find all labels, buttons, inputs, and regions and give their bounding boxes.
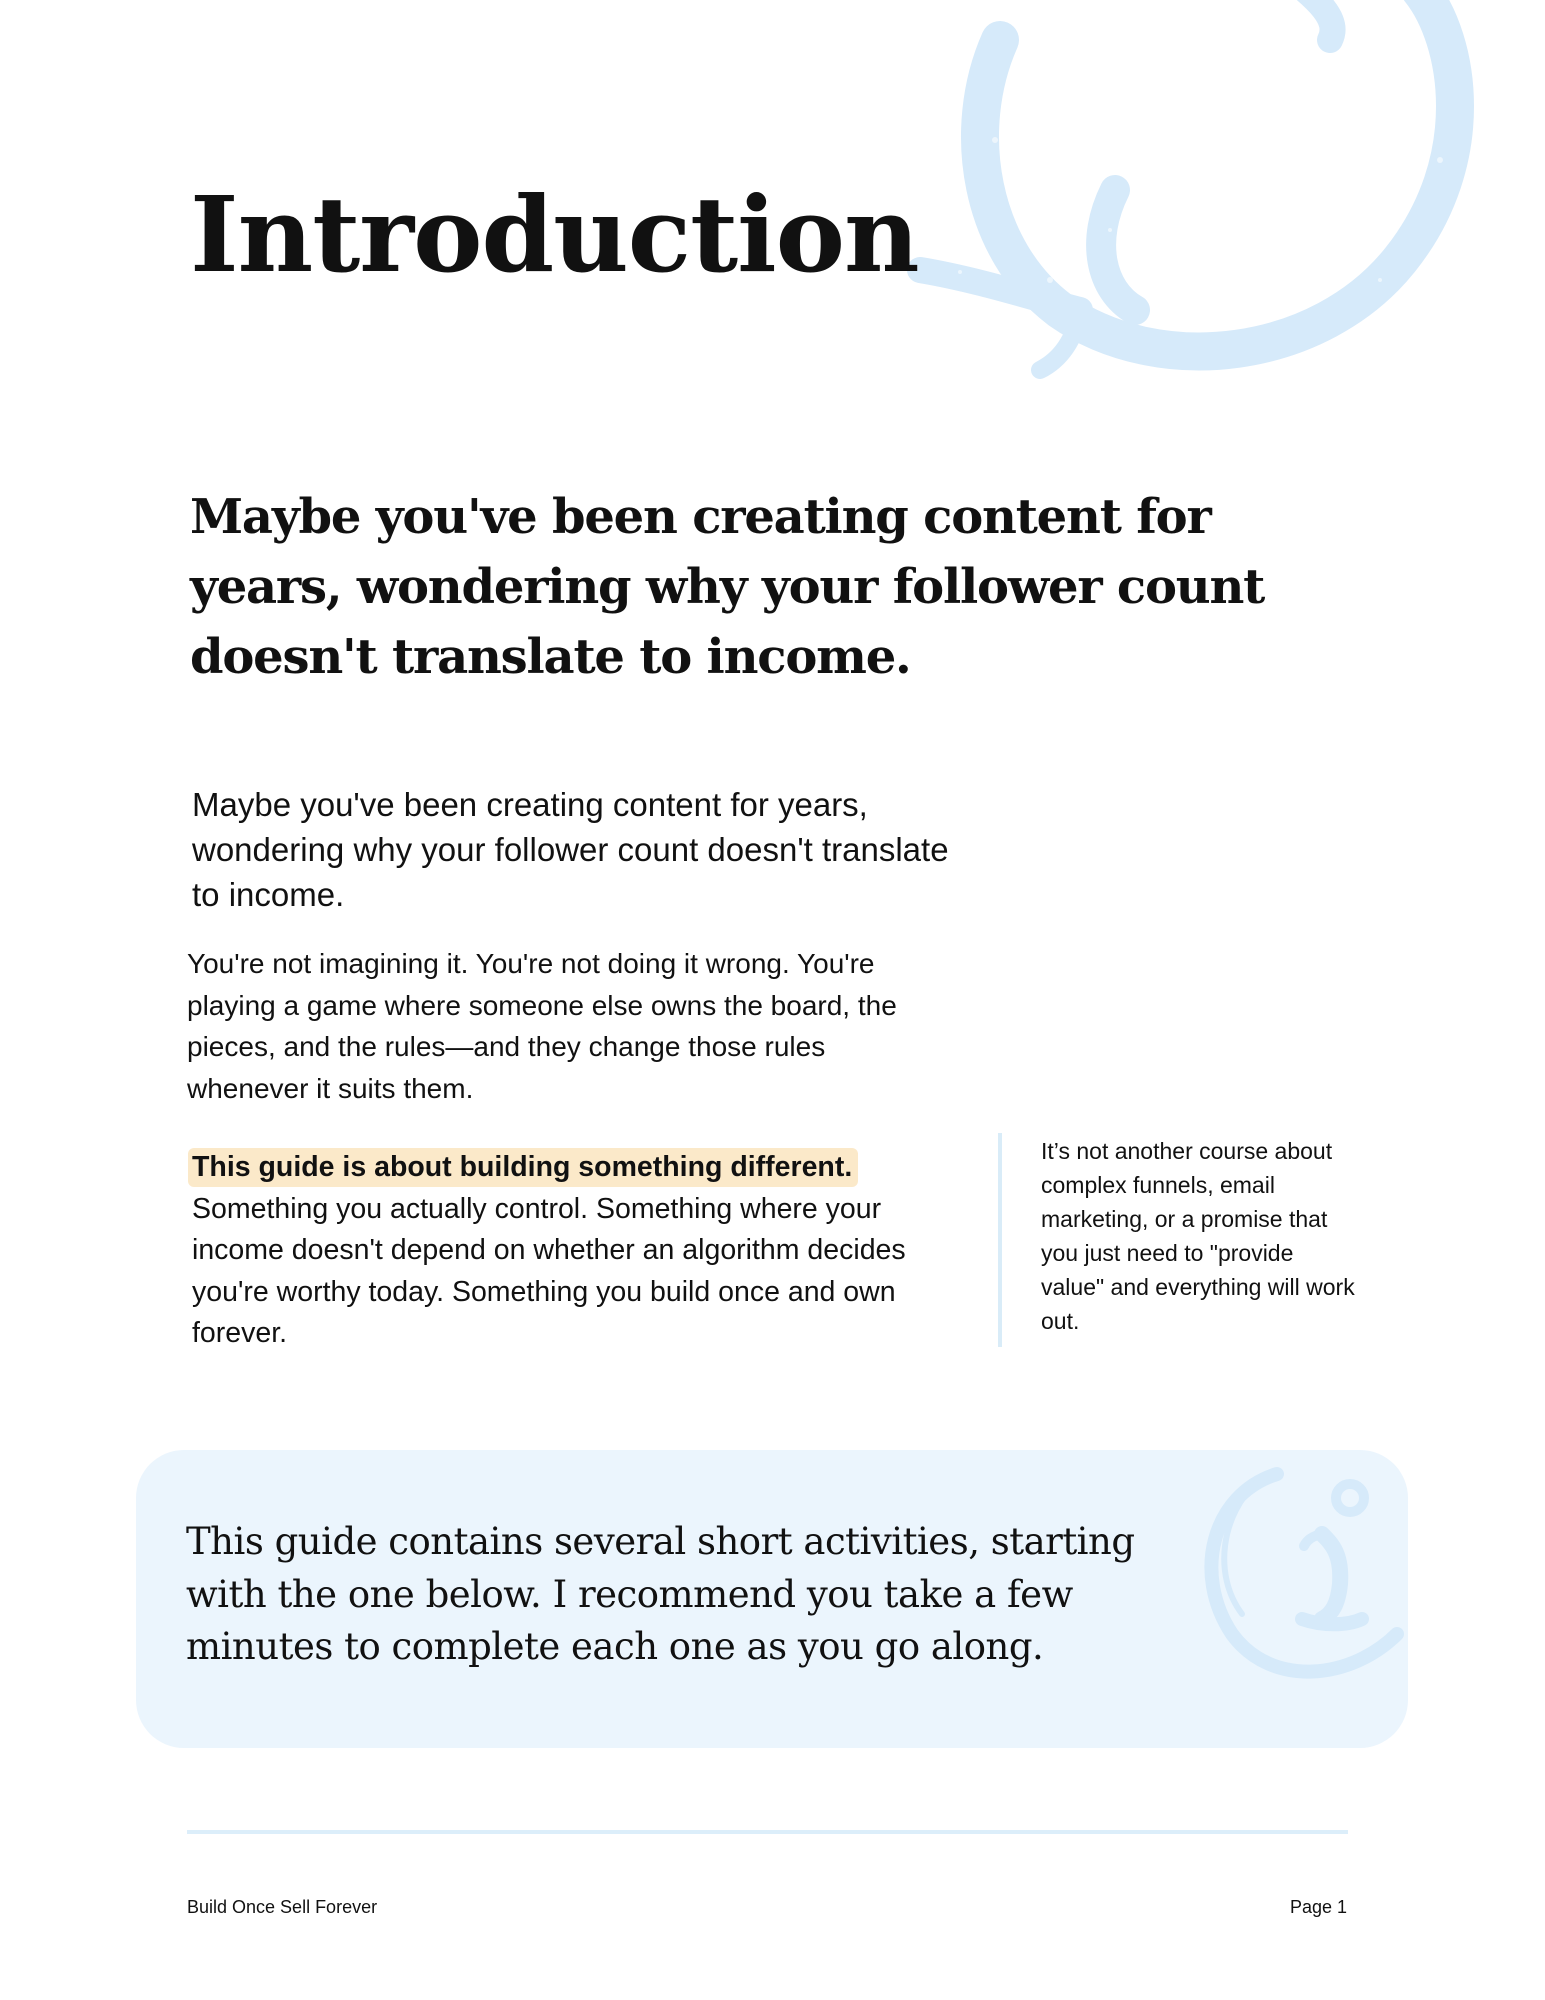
page-title: Introduction xyxy=(190,173,919,296)
lead-heading: Maybe you've been creating content for years, wondering why your follower count doesn't translate to income. xyxy=(190,489,1265,685)
highlight-rest-text: Something you actually control. Something where your income doesn't depend on whether an algorithm decides you're worthy today. Something you build once and own forever. xyxy=(192,1192,906,1349)
body-paragraph: You're not imagining it. You're not doing it wrong. You're playing a game where someone else owns the board, the pieces, and the rules—and they change those rules whenever it suits them. xyxy=(187,948,897,1104)
info-icon xyxy=(1182,1454,1408,1684)
footer-document-title: Build Once Sell Forever xyxy=(187,1897,378,1917)
brush-circle-decoration-icon xyxy=(900,0,1545,400)
callout-text: This guide contains several short activities, starting with the one below. I recommend you take a few minutes to complete each one as you go along. xyxy=(186,1520,1135,1668)
sidebar-divider xyxy=(998,1133,1002,1347)
sidebar-note: It’s not another course about complex funnels, email marketing, or a promise that you just need to "provide value" and everything will work out. xyxy=(1041,1138,1355,1334)
footer-page-number: Page 1 xyxy=(1289,1897,1347,1917)
intro-paragraph: Maybe you've been creating content for years, wondering why your follower count doesn't translate to income. xyxy=(192,786,949,913)
highlight-paragraph xyxy=(192,1147,972,1355)
footer-divider xyxy=(187,1830,1348,1834)
callout-box xyxy=(136,1450,1408,1748)
highlight-text: This guide is about building something different. xyxy=(188,1148,858,1187)
